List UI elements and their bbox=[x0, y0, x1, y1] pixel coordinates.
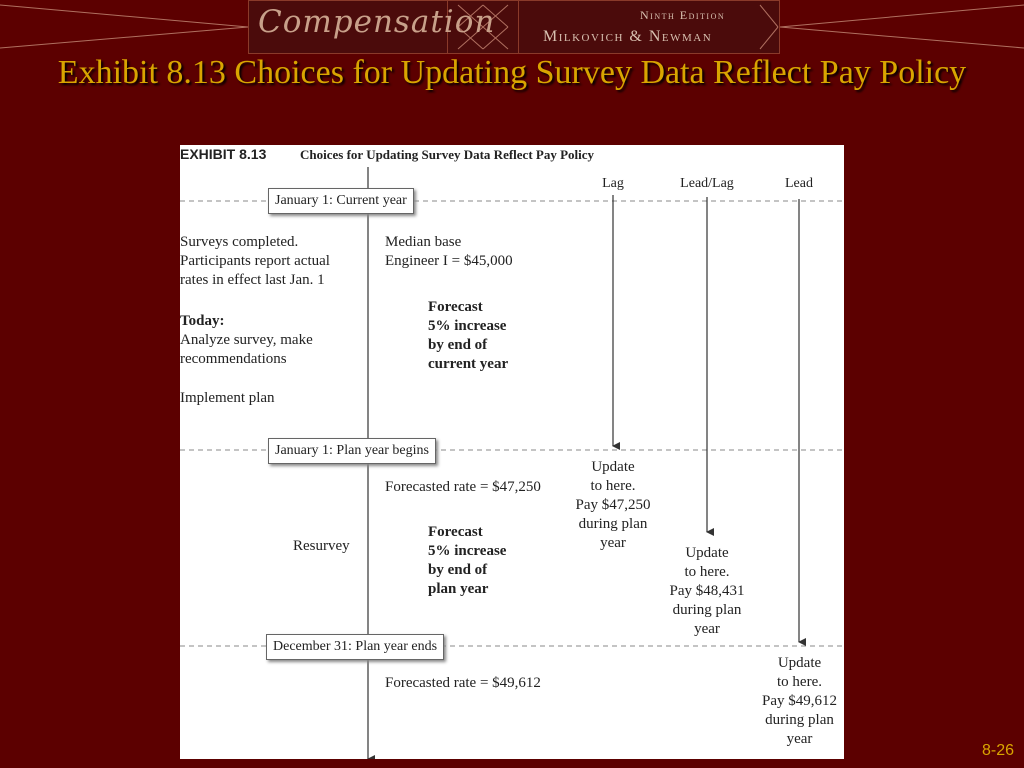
lag-update-line: during plan bbox=[578, 516, 648, 532]
milestone-plan-year-begins: January 1: Plan year begins bbox=[268, 438, 436, 464]
exhibit-caption: Choices for Updating Survey Data Reflect Pay Policy bbox=[300, 147, 595, 162]
lead-update-line: to here. bbox=[777, 674, 822, 690]
forecast-plan-line: plan year bbox=[428, 581, 489, 597]
middle-note: Forecasted rate = $47,250 bbox=[385, 479, 541, 495]
left-note: Analyze survey, make bbox=[180, 332, 313, 348]
lead-lag-update-line: during plan bbox=[672, 602, 742, 618]
lead-lag-update-line: Update bbox=[685, 545, 729, 561]
milestone-current-year: January 1: Current year bbox=[268, 188, 414, 214]
lead-lag-update-line: Pay $48,431 bbox=[669, 583, 745, 599]
forecast-current-line: Forecast bbox=[428, 299, 483, 315]
banner-logo: Compensation bbox=[258, 4, 496, 40]
lead-lag-update-line: to here. bbox=[684, 564, 730, 580]
lead-update-line: Pay $49,612 bbox=[762, 693, 837, 709]
forecast-plan-line: Forecast bbox=[428, 524, 483, 540]
forecast-current-line: by end of bbox=[428, 337, 488, 353]
lag-update-line: year bbox=[600, 535, 626, 551]
lead-update-line: Update bbox=[777, 655, 822, 671]
column-header-lead: Lead bbox=[785, 176, 813, 191]
left-note-resurvey: Resurvey bbox=[293, 538, 350, 554]
left-note: Participants report actual bbox=[180, 253, 330, 269]
left-note: Implement plan bbox=[180, 390, 275, 406]
exhibit-label: EXHIBIT 8.13 bbox=[180, 146, 267, 162]
forecast-current-line: 5% increase bbox=[428, 318, 507, 334]
middle-note: Engineer I = $45,000 bbox=[385, 253, 513, 269]
middle-note: Median base bbox=[385, 234, 462, 250]
banner-authors: Milkovich & Newman bbox=[543, 28, 713, 45]
banner-ornament-lines bbox=[0, 0, 1024, 54]
banner-edition: Ninth Edition bbox=[640, 8, 726, 22]
left-note-today: Today: bbox=[180, 313, 225, 329]
lag-update-line: Update bbox=[591, 459, 635, 475]
slide-title: Exhibit 8.13 Choices for Updating Survey Data Reflect Pay Policy bbox=[57, 54, 967, 91]
left-note: Surveys completed. bbox=[180, 234, 299, 250]
left-note: rates in effect last Jan. 1 bbox=[180, 272, 325, 288]
forecast-plan-line: by end of bbox=[428, 562, 488, 578]
column-header-lag: Lag bbox=[602, 176, 624, 191]
lead-update-line: year bbox=[786, 731, 813, 747]
lead-lag-update-line: year bbox=[694, 621, 720, 637]
lag-update-line: Pay $47,250 bbox=[575, 497, 651, 513]
exhibit-figure bbox=[180, 145, 844, 759]
header-banner bbox=[0, 0, 1024, 54]
lead-update-line: during plan bbox=[765, 712, 834, 728]
left-note: recommendations bbox=[180, 351, 287, 367]
forecast-plan-line: 5% increase bbox=[428, 543, 507, 559]
middle-note: Forecasted rate = $49,612 bbox=[385, 675, 541, 691]
lag-update-line: to here. bbox=[590, 478, 636, 494]
column-header-lead-lag: Lead/Lag bbox=[680, 176, 734, 191]
page-number: 8-26 bbox=[981, 742, 1014, 759]
forecast-current-line: current year bbox=[428, 356, 509, 372]
milestone-plan-year-ends: December 31: Plan year ends bbox=[266, 634, 444, 660]
